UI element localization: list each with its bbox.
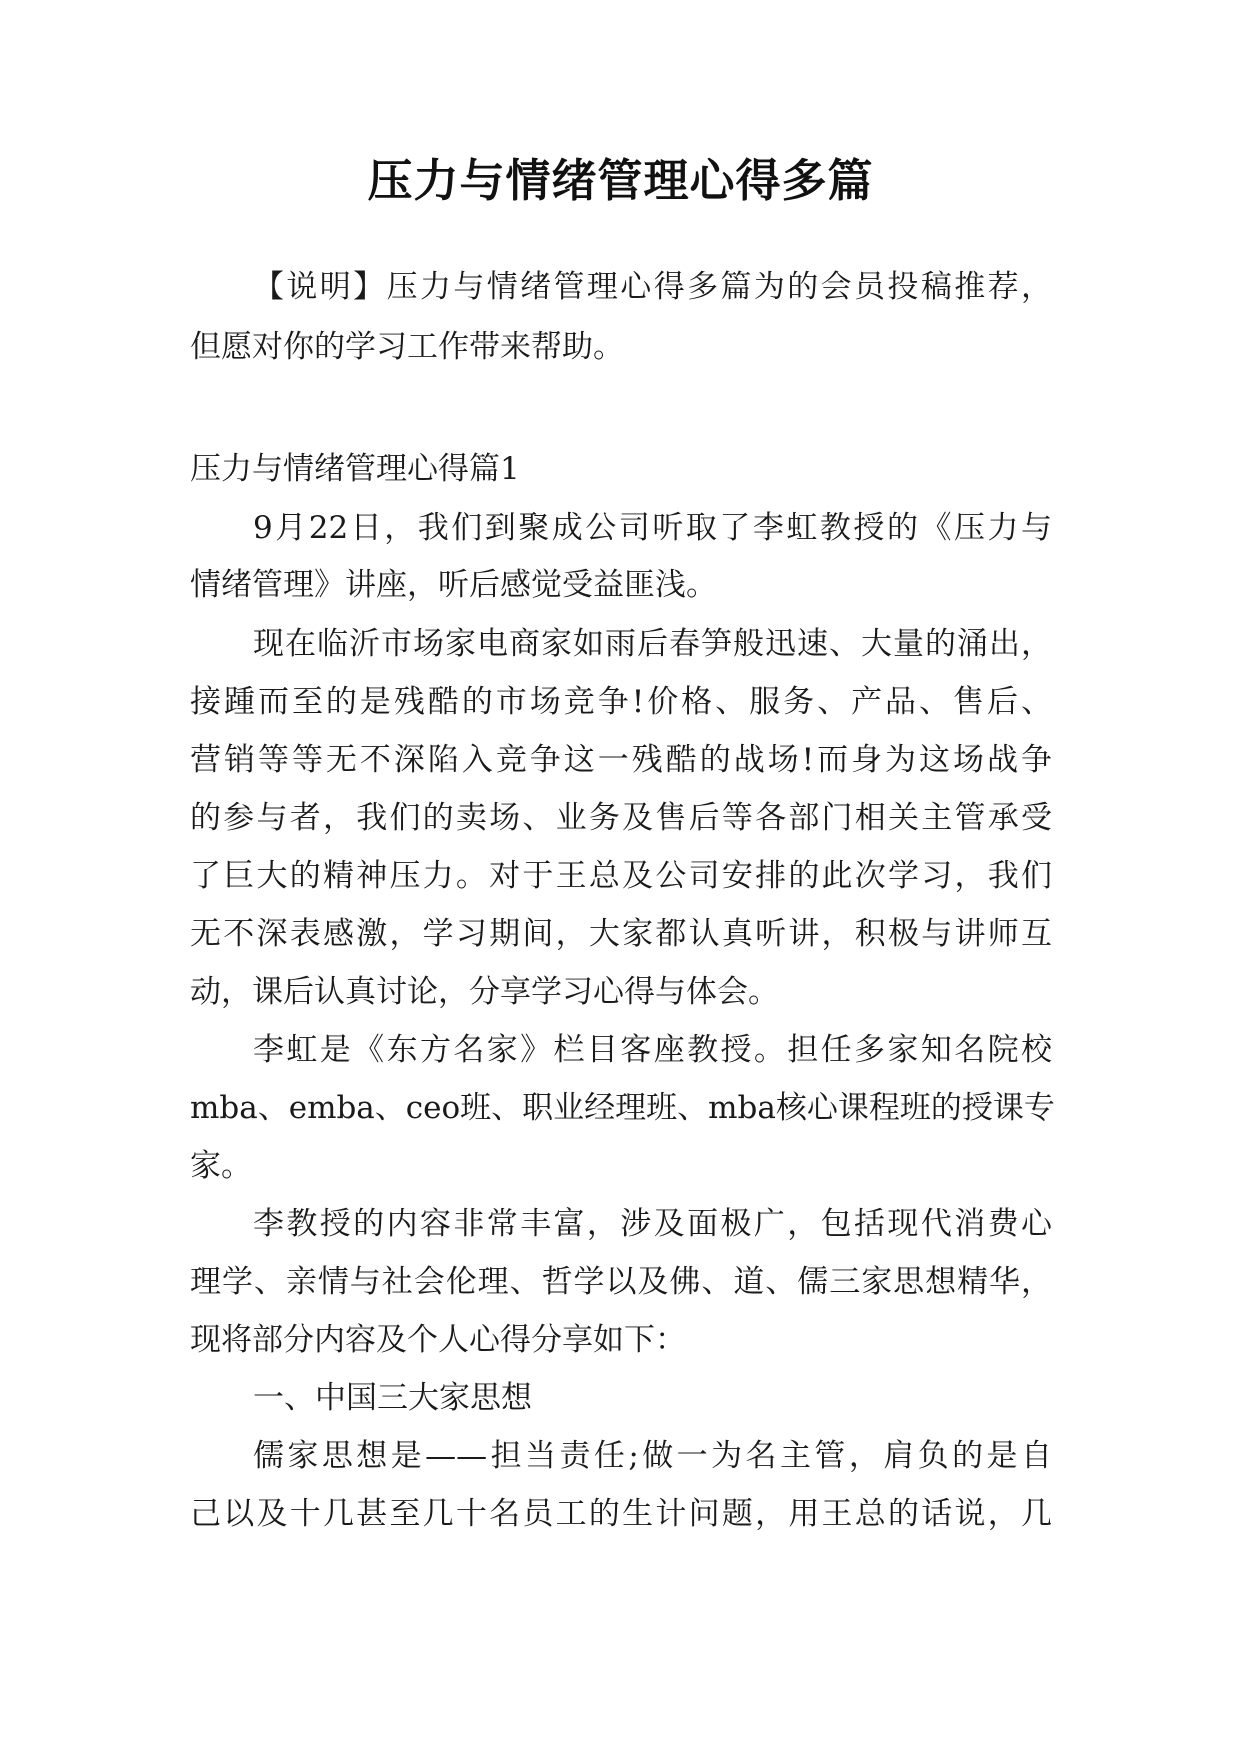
paragraph-line: 儒家思想是——担当责任;做一为名主管，肩负的是自 bbox=[253, 1438, 1052, 1474]
paragraph-line: 李虹是《东方名家》栏目客座教授。担任多家知名院校 bbox=[253, 1032, 1052, 1068]
document-title: 压力与情绪管理心得多篇 bbox=[367, 154, 874, 207]
paragraph-line: 现在临沂市场家电商家如雨后春笋般迅速、大量的涌出， bbox=[253, 626, 1052, 662]
paragraph-line: 营销等等无不深陷入竞争这一残酷的战场!而身为这场战争 bbox=[190, 742, 1052, 778]
paragraph-line: 现将部分内容及个人心得分享如下： bbox=[190, 1322, 686, 1358]
paragraph-line: 理学、亲情与社会伦理、哲学以及佛、道、儒三家思想精华， bbox=[190, 1264, 1052, 1300]
intro-line-1: 【说明】压力与情绪管理心得多篇为的会员投稿推荐， bbox=[253, 269, 1052, 305]
paragraph-line: 了巨大的精神压力。对于王总及公司安排的此次学习，我们 bbox=[190, 858, 1052, 894]
paragraph-line: 动，课后认真讨论，分享学习心得与体会。 bbox=[190, 974, 779, 1010]
paragraph-line: 无不深表感激，学习期间，大家都认真听讲，积极与讲师互 bbox=[190, 916, 1052, 952]
paragraph-line: 接踵而至的是残酷的市场竞争!价格、服务、产品、售后、 bbox=[190, 684, 1052, 720]
section-heading: 压力与情绪管理心得篇1 bbox=[190, 451, 520, 487]
paragraph-line: 的参与者，我们的卖场、业务及售后等各部门相关主管承受 bbox=[190, 800, 1052, 836]
paragraph-line: 家。 bbox=[190, 1148, 252, 1184]
paragraph-line: mba、emba、ceo班、职业经理班、mba核心课程班的授课专 bbox=[190, 1090, 1055, 1126]
paragraph-line: 9月22日，我们到聚成公司听取了李虹教授的《压力与 bbox=[253, 510, 1052, 546]
subheading-line: 一、中国三大家思想 bbox=[253, 1380, 532, 1416]
paragraph-line: 情绪管理》讲座，听后感觉受益匪浅。 bbox=[190, 567, 717, 603]
intro-line-2: 但愿对你的学习工作带来帮助。 bbox=[190, 329, 624, 365]
paragraph-line: 己以及十几甚至几十名员工的生计问题，用王总的话说，几 bbox=[190, 1496, 1052, 1532]
paragraph-line: 李教授的内容非常丰富，涉及面极广，包括现代消费心 bbox=[253, 1206, 1052, 1242]
